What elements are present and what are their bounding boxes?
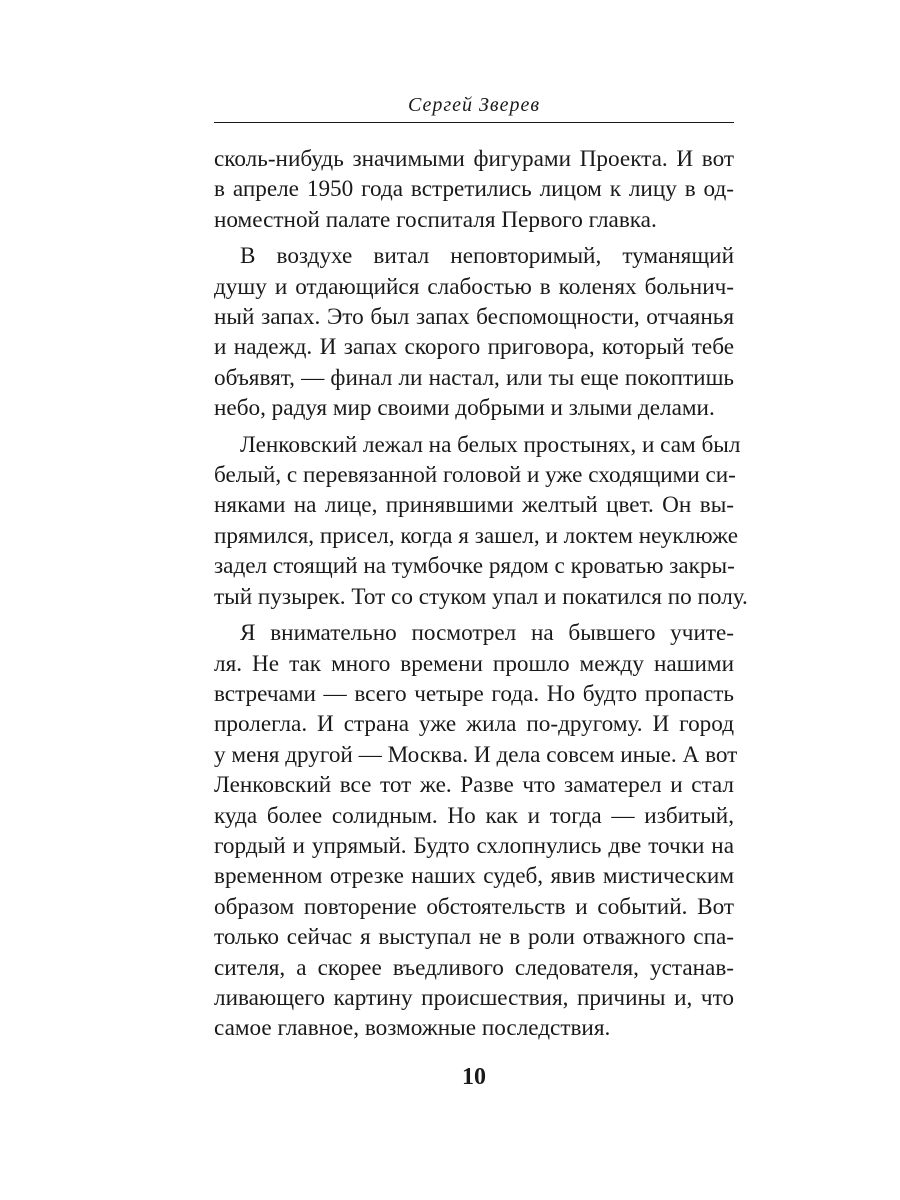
text-line: куда более солидным. Но как и тогда — избитый,: [214, 802, 734, 829]
paragraph: [214, 430, 748, 612]
text-line: сителя, а скорее въедливого следователя, устанав-: [214, 954, 734, 981]
paragraph: [214, 241, 734, 423]
text-line: номестной палате госпиталя Первого главка.: [214, 206, 657, 233]
text-line: объявят, — финал ли настал, или ты еще покоптишь: [214, 364, 734, 391]
text-line: белый, с перевязанной головой и уже сходящими си-: [214, 462, 736, 489]
text-line: пролегла. И страна уже жила по-другому. И город: [214, 711, 734, 738]
text-line: Я внимательно посмотрел на бывшего учите-: [240, 620, 734, 647]
paragraph: [214, 618, 738, 1044]
running-head-author: Сергей Зверев: [407, 94, 541, 116]
text-line: гордый и упрямый. Будто схлопнулись две точки на: [214, 832, 734, 859]
header-rule: [214, 122, 734, 123]
text-line: в апреле 1950 года встретились лицом к лицу в од-: [214, 176, 734, 203]
text-line: ля. Не так много времени прошло между нашими: [214, 650, 734, 677]
text-line: сколь-нибудь значимыми фигурами Проекта. И вот: [214, 146, 734, 172]
body-text: [214, 144, 748, 1044]
text-line: и надежд. И запах скорого приговора, который тебе: [214, 334, 734, 361]
text-line: тый пузырек. Тот со стуком упал и покатился по полу.: [214, 583, 748, 610]
text-line: няками на лице, принявшими желтый цвет. Он вы-: [214, 492, 734, 519]
text-line: прямился, присел, когда я зашел, и локтем неуклюже: [214, 522, 738, 549]
page-number: 10: [462, 1064, 486, 1090]
text-line: небо, радуя мир своими добрыми и злыми делами.: [214, 395, 715, 422]
text-line: самое главное, возможные последствия.: [214, 1015, 611, 1042]
text-line: только сейчас я выступал не в роли отважного спа-: [214, 924, 734, 951]
text-line: задел стоящий на тумбочке рядом с кроватью закры-: [214, 553, 735, 580]
text-line: ливающего картину происшествия, причины и, что: [214, 984, 734, 1011]
text-line: образом повторение обстоятельств и событий. Вот: [214, 893, 734, 920]
text-line: у меня другой — Москва. И дела совсем иные. А вот: [214, 741, 738, 768]
text-line: Ленковский лежал на белых простынях, и сам был: [240, 431, 741, 458]
text-line: временном отрезке наших судеб, явив мистическим: [214, 863, 734, 890]
text-line: В воздухе витал неповторимый, туманящий: [240, 243, 734, 270]
text-line: ный запах. Это был запах беспомощности, отчаянья: [214, 304, 734, 331]
text-line: душу и отдающийся слабостью в коленях больнич-: [214, 273, 734, 300]
paragraph: [214, 144, 734, 235]
text-line: Ленковский все тот же. Разве что заматерел и стал: [214, 772, 734, 799]
text-line: встречами — всего четыре года. Но будто пропасть: [214, 680, 734, 707]
